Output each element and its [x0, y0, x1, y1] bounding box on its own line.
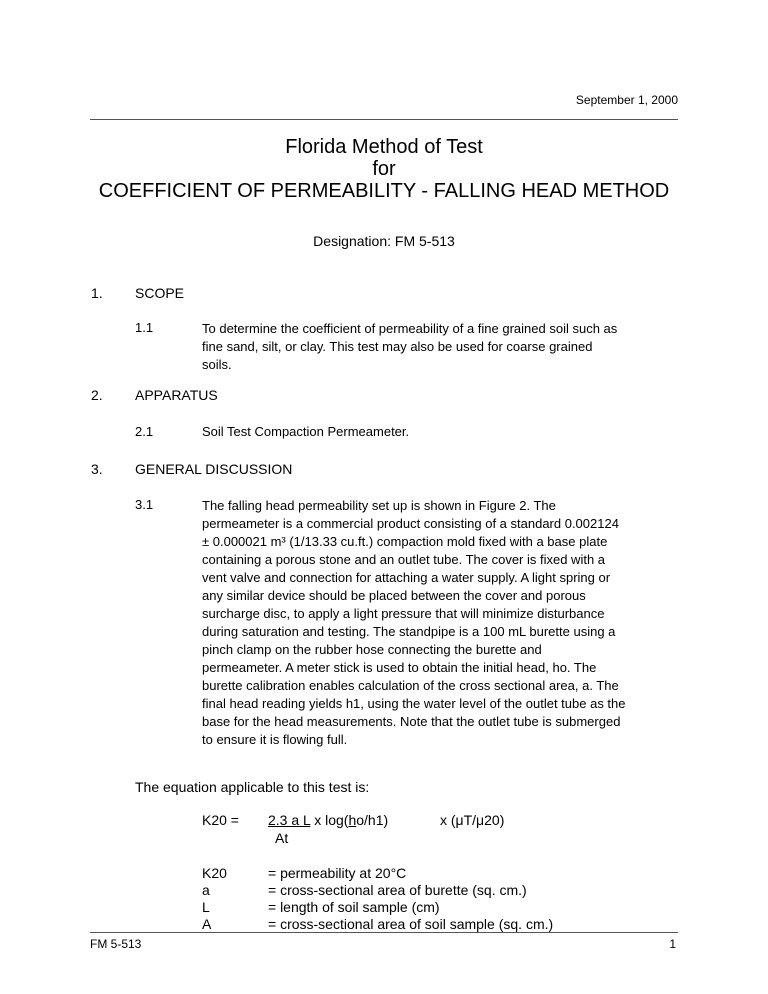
equation-lhs: K20 = [202, 812, 239, 828]
equation-log: log(ho/h1) [325, 812, 389, 828]
paragraph-line: pinch clamp on the rubber hose connecting the burette and [202, 642, 542, 657]
paragraph-line: to ensure it is flowing full. [202, 732, 348, 747]
section-1-number: 1. [91, 285, 103, 301]
page-number: 1 [669, 937, 676, 951]
paragraph-line: fine sand, silt, or clay. This test may also be used for coarse grained [202, 339, 593, 354]
paragraph-line: vent valve and connection for attaching a water supply. A light spring or [202, 570, 611, 585]
designation: Designation: FM 5-513 [313, 233, 455, 249]
item-2-1-text: Soil Test Compaction Permeameter. [202, 424, 410, 439]
definition-symbol: a [202, 882, 210, 898]
paragraph-line: The falling head permeability set up is shown in Figure 2. The [202, 498, 556, 513]
section-3-number: 3. [91, 461, 103, 477]
item-1-1-number: 1.1 [135, 320, 154, 335]
equation-intro: The equation applicable to this test is: [135, 779, 370, 795]
section-3-heading: GENERAL DISCUSSION [135, 461, 293, 477]
paragraph-line: To determine the coefficient of permeability of a fine grained soil such as [202, 321, 618, 336]
title-line-1: Florida Method of Test [285, 136, 483, 158]
paragraph-line: ± 0.000021 m³ (1/13.33 cu.ft.) compaction mold fixed with a base plate [202, 534, 608, 549]
definition-symbol: L [202, 899, 210, 915]
title-line-3: COEFFICIENT OF PERMEABILITY - FALLING HEAD METHOD [98, 180, 670, 202]
paragraph-line: any similar device should be placed between the cover and porous [202, 588, 586, 603]
paragraph-line: during saturation and testing. The standpipe is a 100 mL burette using a [202, 624, 616, 639]
item-2-1-number: 2.1 [135, 424, 154, 439]
section-2-heading: APPARATUS [135, 387, 218, 403]
paragraph-line: permeameter. A meter stick is used to obtain the initial head, ho. The [202, 660, 597, 675]
equation-correction: x (μT/μ20) [440, 812, 505, 828]
equation-numerator: 2.3 a L [268, 812, 311, 828]
paragraph-line: surcharge disc, to apply a light pressure that will minimize disturbance [202, 606, 605, 621]
definition-symbol: K20 [202, 865, 227, 881]
title-line-2: for [372, 158, 396, 180]
paragraph-line: containing a porous stone and an outlet tube. The cover is fixed with a [202, 552, 606, 567]
document-date: September 1, 2000 [575, 93, 678, 107]
item-3-1-number: 3.1 [135, 497, 154, 512]
item-3-1-text [202, 497, 676, 749]
paragraph-line: base for the head measurements. Note that the outlet tube is submerged [202, 714, 621, 729]
item-1-1-text [202, 320, 676, 374]
paragraph-line: permeameter is a commercial product consisting of a standard 0.002124 [202, 516, 619, 531]
equation-times: x [314, 812, 322, 828]
definition-text: = length of soil sample (cm) [268, 899, 440, 915]
footer-doc-id: FM 5-513 [90, 937, 142, 951]
definition-text: = permeability at 20°C [268, 865, 407, 881]
definition-symbol: A [202, 916, 212, 932]
section-2-number: 2. [91, 387, 103, 403]
equation-fraction [268, 812, 388, 828]
definition-text: = cross-sectional area of soil sample (sq. cm.) [268, 916, 554, 932]
paragraph-line: final head reading yields h1, using the water level of the outlet tube as the [202, 696, 626, 711]
equation-denominator: At [275, 830, 289, 846]
definition-text: = cross-sectional area of burette (sq. cm.) [268, 882, 527, 898]
paragraph-line: soils. [202, 357, 232, 372]
header-rule [90, 119, 678, 120]
paragraph-line: burette calibration enables calculation of the cross sectional area, a. The [202, 678, 619, 693]
section-1-heading: SCOPE [135, 285, 185, 301]
footer-rule [90, 932, 678, 933]
